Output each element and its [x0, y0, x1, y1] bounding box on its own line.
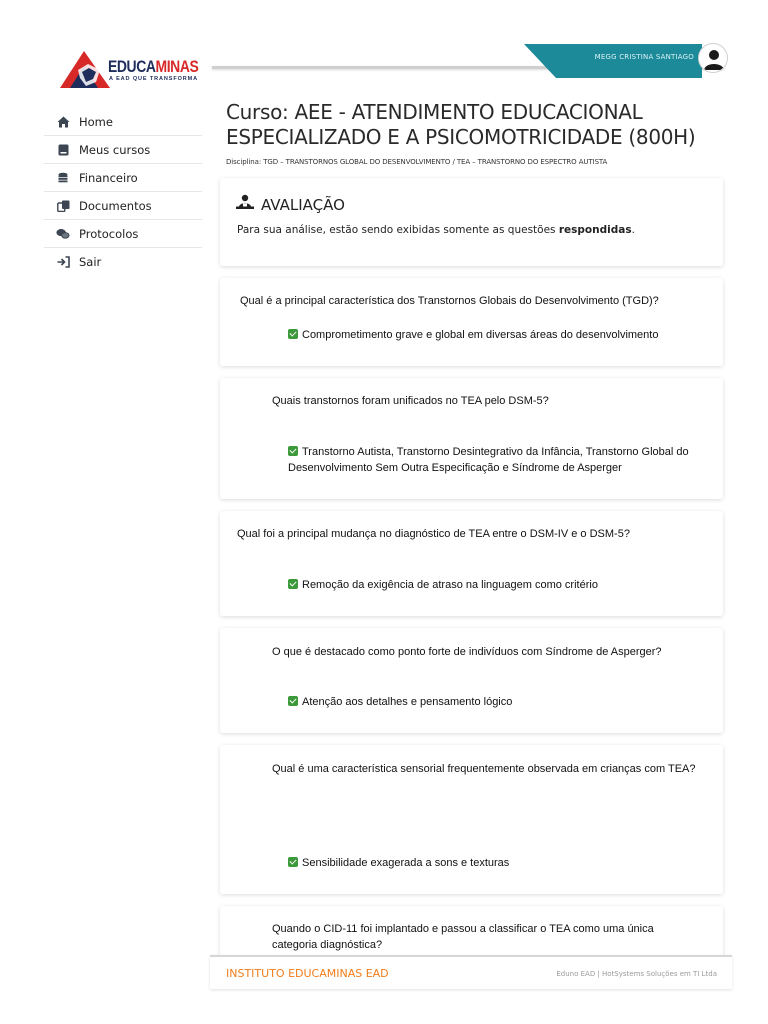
answer-text: Atenção aos detalhes e pensamento lógico — [288, 694, 708, 710]
evaluation-card — [220, 178, 723, 266]
sidebar-item-label: Financeiro — [79, 170, 138, 185]
answer-text: Sensibilidade exagerada a sons e texturas — [288, 855, 708, 871]
question-text: Qual é uma característica sensorial frequentemente observada em crianças com TEA? — [272, 763, 696, 775]
sidebar-item-label: Documentos — [79, 198, 152, 213]
question-text: Qual foi a principal mudança no diagnóstico de TEA entre o DSM-IV e o DSM-5? — [237, 528, 630, 540]
sidebar-item-label: Sair — [79, 255, 102, 269]
sidebar-nav — [44, 108, 202, 276]
evaluation-title: AVALIAÇÃO — [261, 195, 345, 214]
sidebar-item-documentos[interactable] — [44, 192, 202, 220]
sidebar-item-label: Meus cursos — [79, 142, 151, 157]
documents-icon — [56, 199, 70, 213]
footer-credits: Eduno EAD | HotSystems Soluções em TI Ltda — [556, 970, 717, 978]
evaluation-icon — [235, 194, 255, 215]
checkbox-checked-icon — [288, 696, 298, 706]
question-card — [220, 511, 723, 616]
sidebar-item-sair[interactable] — [44, 248, 202, 276]
question-text: Quais transtornos foram unificados no TEA pelo DSM-5? — [272, 395, 549, 407]
chat-icon — [56, 227, 70, 241]
checkbox-checked-icon — [288, 329, 298, 339]
sidebar-item-meus-cursos[interactable] — [44, 136, 202, 164]
checkbox-checked-icon — [288, 446, 298, 456]
question-card — [220, 628, 723, 733]
checkbox-checked-icon — [288, 857, 298, 867]
user-banner — [524, 44, 702, 78]
coins-icon — [56, 171, 70, 185]
evaluation-description: Para sua análise, estão sendo exibidas somente as questões respondidas. — [237, 224, 635, 236]
question-text: O que é destacado como ponto forte de indivíduos com Síndrome de Asperger? — [272, 646, 662, 658]
logo-tagline: A EAD QUE TRANSFORMA — [109, 76, 198, 82]
sidebar-item-home[interactable] — [44, 108, 202, 136]
answer-text: Transtorno Autista, Transtorno Desintegrativo da Infância, Transtorno Global do Desenvolvimento Sem Outra Especificação e Síndrome de Asperger — [288, 446, 689, 474]
sidebar-item-financeiro[interactable] — [44, 164, 202, 192]
question-card — [220, 378, 723, 499]
logo-wordmark: EDUCAMINAS — [108, 57, 199, 76]
footer-institution: INSTITUTO EDUCAMINAS EAD — [226, 967, 389, 980]
sidebar-item-protocolos[interactable] — [44, 220, 202, 248]
sign-out-icon — [56, 255, 70, 269]
footer — [210, 955, 732, 989]
page-title: Curso: AEE - ATENDIMENTO EDUCACIONAL ESPECIALIZADO E A PSICOMOTRICIDADE (800H) — [226, 100, 696, 149]
user-name[interactable]: MEGG CRISTINA SANTIAGO — [594, 53, 694, 61]
checkbox-checked-icon — [288, 579, 298, 589]
book-icon — [56, 143, 70, 157]
answer-text: Comprometimento grave e global em diversas áreas do desenvolvimento — [288, 327, 708, 343]
question-card — [220, 745, 723, 894]
sidebar-item-label: Home — [79, 114, 113, 129]
question-text: Qual é a principal característica dos Transtornos Globais do Desenvolvimento (TGD)? — [240, 295, 659, 307]
user-avatar-icon[interactable] — [698, 43, 728, 73]
disciplina-subtitle: Disciplina: TGD – TRANSTORNOS GLOBAL DO DESENVOLVIMENTO / TEA – TRANSTORNO DO ESPECTRO AUTISTA — [226, 158, 608, 166]
answer-text: Remoção da exigência de atraso na linguagem como critério — [288, 577, 708, 593]
home-icon — [56, 115, 70, 129]
sidebar-item-label: Protocolos — [79, 226, 139, 241]
question-card — [220, 278, 723, 366]
question-text: Quando o CID-11 foi implantado e passou a classificar o TEA como uma única categoria diagnóstica? — [272, 923, 654, 951]
